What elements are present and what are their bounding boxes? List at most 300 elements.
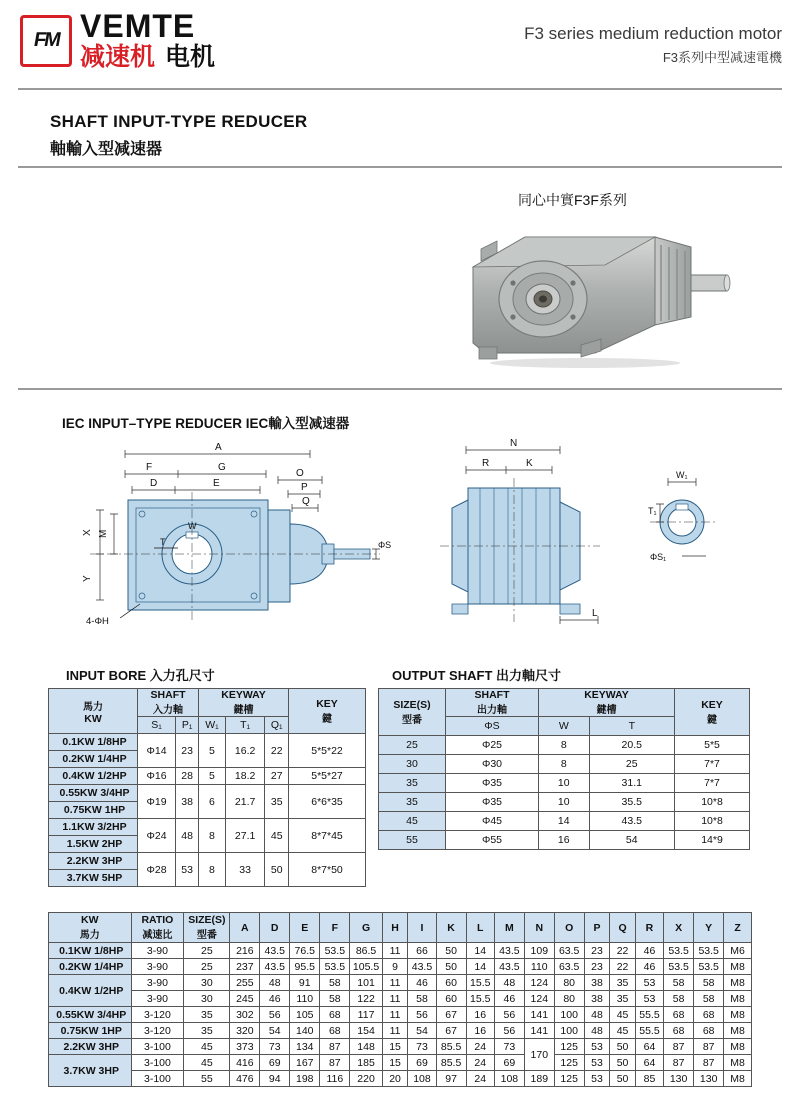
dim-cell-Z: M8 bbox=[724, 1023, 752, 1039]
dim-cell-M: 56 bbox=[494, 1023, 524, 1039]
dim-cell-N: 141 bbox=[524, 1023, 554, 1039]
output-cell-shaft: Φ35 bbox=[446, 774, 539, 793]
dim-cell-N: 170 bbox=[524, 1039, 554, 1071]
dim-cell-size: 35 bbox=[184, 1007, 230, 1023]
dim-cell-X: 68 bbox=[664, 1023, 694, 1039]
input-cell-p: 48 bbox=[176, 819, 199, 853]
input-cell-s: Φ19 bbox=[138, 785, 176, 819]
dim-cell-size: 25 bbox=[184, 959, 230, 975]
dim-cell-K: 60 bbox=[436, 975, 466, 991]
dim-cell-M: 43.5 bbox=[494, 959, 524, 975]
dim-header-I: I bbox=[408, 913, 436, 943]
dim-cell-A: 245 bbox=[230, 991, 260, 1007]
input-kw-label: 0.55KW 3/4HP bbox=[49, 785, 138, 802]
output-cell-spec: 7*7 bbox=[675, 774, 750, 793]
brand-name: VEMTE bbox=[80, 8, 196, 44]
dim-cell-H: 15 bbox=[382, 1039, 408, 1055]
input-header-key-en: KEY bbox=[316, 697, 338, 710]
dim-cell-L: 24 bbox=[466, 1055, 494, 1071]
input-subheader-w1: W₁ bbox=[199, 717, 226, 734]
svg-text:Q: Q bbox=[302, 496, 310, 507]
table-row bbox=[49, 734, 366, 751]
dim-header-P: P bbox=[584, 913, 610, 943]
dim-cell-ratio: 3-120 bbox=[131, 1023, 184, 1039]
dim-cell-M: 73 bbox=[494, 1039, 524, 1055]
input-header-keyway bbox=[199, 689, 289, 717]
dim-cell-P: 38 bbox=[584, 991, 610, 1007]
output-cell-w: 16 bbox=[539, 831, 590, 850]
dim-header-F: F bbox=[320, 913, 350, 943]
dim-cell-L: 15.5 bbox=[466, 975, 494, 991]
dim-cell-Y: 53.5 bbox=[694, 959, 724, 975]
dim-header-K: K bbox=[436, 913, 466, 943]
output-cell-size: 35 bbox=[379, 793, 446, 812]
input-cell-s: Φ28 bbox=[138, 853, 176, 887]
dim-cell-P: 48 bbox=[584, 1007, 610, 1023]
output-header-size-cn: 型番 bbox=[402, 714, 422, 726]
header-series bbox=[524, 24, 782, 66]
output-header-keyway bbox=[539, 689, 675, 717]
input-cell-t: 16.2 bbox=[225, 734, 265, 768]
dim-cell-size: 35 bbox=[184, 1023, 230, 1039]
table-row bbox=[49, 768, 366, 785]
dim-kw-label: 0.2KW 1/4HP bbox=[49, 959, 132, 975]
dim-header-size bbox=[184, 913, 230, 943]
svg-text:X: X bbox=[82, 529, 93, 536]
input-cell-t: 21.7 bbox=[225, 785, 265, 819]
dim-cell-Z: M8 bbox=[724, 991, 752, 1007]
table-row bbox=[49, 819, 366, 836]
dim-cell-F: 116 bbox=[320, 1071, 350, 1087]
input-kw-label: 1.5KW 2HP bbox=[49, 836, 138, 853]
dim-cell-Q: 22 bbox=[610, 943, 636, 959]
dim-cell-M: 108 bbox=[494, 1071, 524, 1087]
output-cell-w: 8 bbox=[539, 755, 590, 774]
dim-cell-Q: 45 bbox=[610, 1023, 636, 1039]
dim-cell-Z: M8 bbox=[724, 1055, 752, 1071]
dim-header-size-cn: 型番 bbox=[196, 930, 217, 941]
dimension-table bbox=[48, 912, 752, 1087]
dim-cell-R: 46 bbox=[635, 959, 663, 975]
input-kw-label: 0.75KW 1HP bbox=[49, 802, 138, 819]
input-header-kw-cn: 馬力 bbox=[83, 701, 103, 713]
dim-cell-I: 46 bbox=[408, 975, 436, 991]
dim-cell-H: 9 bbox=[382, 959, 408, 975]
page-header bbox=[0, 0, 800, 90]
input-cell-q: 22 bbox=[265, 734, 289, 768]
dim-cell-K: 60 bbox=[436, 991, 466, 1007]
output-header-key-en: KEY bbox=[701, 698, 723, 711]
dim-cell-Y: 58 bbox=[694, 991, 724, 1007]
dim-cell-ratio: 3-100 bbox=[131, 1071, 184, 1087]
output-cell-size: 45 bbox=[379, 812, 446, 831]
dim-cell-G: 105.5 bbox=[350, 959, 382, 975]
svg-text:O: O bbox=[296, 468, 304, 479]
table-row bbox=[379, 812, 750, 831]
title-divider bbox=[18, 166, 782, 168]
dim-kw-label: 0.1KW 1/8HP bbox=[49, 943, 132, 959]
output-subheader-t: T bbox=[589, 717, 674, 736]
dim-kw-label: 0.75KW 1HP bbox=[49, 1023, 132, 1039]
page-title-en: SHAFT INPUT-TYPE REDUCER bbox=[50, 112, 308, 131]
output-header-keyway-cn: 鍵槽 bbox=[596, 705, 617, 716]
svg-text:A: A bbox=[215, 442, 222, 453]
output-cell-t: 25 bbox=[589, 755, 674, 774]
input-cell-q: 27 bbox=[265, 768, 289, 785]
input-kw-label: 0.2KW 1/4HP bbox=[49, 751, 138, 768]
table-row bbox=[49, 991, 752, 1007]
brand-cn-red: 减速机 bbox=[80, 43, 156, 71]
input-cell-s: Φ16 bbox=[138, 768, 176, 785]
svg-text:Y: Y bbox=[82, 575, 93, 582]
dim-cell-Y: 87 bbox=[694, 1039, 724, 1055]
dim-cell-Q: 50 bbox=[610, 1071, 636, 1087]
table-row bbox=[379, 755, 750, 774]
dim-cell-K: 67 bbox=[436, 1007, 466, 1023]
input-cell-spec: 8*7*45 bbox=[289, 819, 366, 853]
dim-cell-Z: M8 bbox=[724, 1007, 752, 1023]
input-cell-q: 45 bbox=[265, 819, 289, 853]
dim-header-N: N bbox=[524, 913, 554, 943]
dim-cell-A: 416 bbox=[230, 1055, 260, 1071]
dim-header-kw-cn: 馬力 bbox=[79, 930, 100, 941]
output-cell-t: 31.1 bbox=[589, 774, 674, 793]
drawing-heading: IEC INPUT–TYPE REDUCER IEC輸入型减速器 bbox=[62, 416, 350, 431]
input-bore-table bbox=[48, 688, 366, 887]
dim-header-L: L bbox=[466, 913, 494, 943]
output-shaft-table bbox=[378, 688, 750, 850]
dim-cell-H: 20 bbox=[382, 1071, 408, 1087]
dim-cell-O: 80 bbox=[554, 975, 584, 991]
output-cell-size: 35 bbox=[379, 774, 446, 793]
dim-cell-ratio: 3-90 bbox=[131, 959, 184, 975]
dim-cell-I: 58 bbox=[408, 991, 436, 1007]
output-header-size-en: SIZE(S) bbox=[393, 698, 431, 711]
input-cell-t: 27.1 bbox=[225, 819, 265, 853]
input-header-kw-en: KW bbox=[84, 712, 102, 725]
svg-text:L: L bbox=[592, 608, 598, 619]
svg-text:D: D bbox=[150, 478, 158, 489]
dim-cell-M: 56 bbox=[494, 1007, 524, 1023]
svg-text:4-ΦH: 4-ΦH bbox=[86, 616, 109, 627]
dim-cell-E: 167 bbox=[290, 1055, 320, 1071]
dim-cell-F: 53.5 bbox=[320, 943, 350, 959]
dim-cell-D: 56 bbox=[260, 1007, 290, 1023]
input-subheader-s1: S₁ bbox=[138, 717, 176, 734]
output-header-size bbox=[379, 689, 446, 736]
svg-text:E: E bbox=[213, 478, 220, 489]
dim-cell-I: 69 bbox=[408, 1055, 436, 1071]
dim-cell-X: 58 bbox=[664, 991, 694, 1007]
dim-cell-G: 122 bbox=[350, 991, 382, 1007]
dim-cell-L: 24 bbox=[466, 1071, 494, 1087]
input-subheader-t1: T₁ bbox=[225, 717, 265, 734]
dim-cell-Y: 68 bbox=[694, 1007, 724, 1023]
dim-cell-X: 87 bbox=[664, 1055, 694, 1071]
dim-cell-R: 64 bbox=[635, 1055, 663, 1071]
logo-mark-text: FM bbox=[31, 29, 61, 52]
dim-cell-M: 43.5 bbox=[494, 943, 524, 959]
dim-cell-Z: M6 bbox=[724, 943, 752, 959]
dim-header-size-en: SIZE(S) bbox=[188, 914, 226, 926]
dim-cell-O: 100 bbox=[554, 1023, 584, 1039]
dim-cell-O: 100 bbox=[554, 1007, 584, 1023]
input-cell-w: 5 bbox=[199, 734, 226, 768]
dim-cell-I: 66 bbox=[408, 943, 436, 959]
dim-cell-Q: 35 bbox=[610, 991, 636, 1007]
dim-cell-I: 108 bbox=[408, 1071, 436, 1087]
dim-cell-Z: M8 bbox=[724, 959, 752, 975]
dim-cell-R: 85 bbox=[635, 1071, 663, 1087]
dim-cell-N: 124 bbox=[524, 975, 554, 991]
dim-cell-R: 53 bbox=[635, 975, 663, 991]
dim-header-O: O bbox=[554, 913, 584, 943]
table-row bbox=[379, 689, 750, 717]
dim-header-ratio-cn: 减速比 bbox=[142, 930, 173, 941]
input-header-kw bbox=[49, 689, 138, 734]
dim-cell-F: 53.5 bbox=[320, 959, 350, 975]
input-cell-spec: 6*6*35 bbox=[289, 785, 366, 819]
dim-cell-R: 55.5 bbox=[635, 1023, 663, 1039]
product-photo bbox=[455, 225, 735, 370]
dim-cell-Y: 68 bbox=[694, 1023, 724, 1039]
input-cell-p: 38 bbox=[176, 785, 199, 819]
dim-cell-G: 220 bbox=[350, 1071, 382, 1087]
page-title bbox=[50, 112, 308, 159]
svg-text:W: W bbox=[188, 521, 197, 531]
input-cell-t: 33 bbox=[225, 853, 265, 887]
dim-cell-N: 141 bbox=[524, 1007, 554, 1023]
output-table-caption: OUTPUT SHAFT 出力軸尺寸 bbox=[392, 668, 561, 683]
dim-cell-H: 11 bbox=[382, 1007, 408, 1023]
dim-cell-Y: 87 bbox=[694, 1055, 724, 1071]
dim-cell-A: 476 bbox=[230, 1071, 260, 1087]
dim-kw-label: 0.4KW 1/2HP bbox=[49, 975, 132, 1007]
dim-cell-E: 134 bbox=[290, 1039, 320, 1055]
dim-cell-ratio: 3-100 bbox=[131, 1039, 184, 1055]
dim-cell-H: 11 bbox=[382, 1023, 408, 1039]
dim-cell-A: 237 bbox=[230, 959, 260, 975]
dim-cell-P: 23 bbox=[584, 959, 610, 975]
dim-header-M: M bbox=[494, 913, 524, 943]
output-cell-w: 10 bbox=[539, 793, 590, 812]
dim-header-A: A bbox=[230, 913, 260, 943]
dim-cell-P: 53 bbox=[584, 1071, 610, 1087]
dim-cell-X: 53.5 bbox=[664, 959, 694, 975]
dim-cell-F: 68 bbox=[320, 1007, 350, 1023]
technical-drawing bbox=[60, 432, 760, 632]
output-cell-spec: 7*7 bbox=[675, 755, 750, 774]
dim-cell-H: 11 bbox=[382, 943, 408, 959]
dim-cell-O: 125 bbox=[554, 1055, 584, 1071]
dim-cell-E: 105 bbox=[290, 1007, 320, 1023]
dim-cell-N: 110 bbox=[524, 959, 554, 975]
dim-cell-ratio: 3-90 bbox=[131, 943, 184, 959]
input-subheader-p1: P₁ bbox=[176, 717, 199, 734]
dim-cell-I: 43.5 bbox=[408, 959, 436, 975]
output-cell-shaft: Φ25 bbox=[446, 736, 539, 755]
dim-cell-O: 63.5 bbox=[554, 943, 584, 959]
dim-cell-E: 76.5 bbox=[290, 943, 320, 959]
dim-cell-Z: M8 bbox=[724, 1039, 752, 1055]
dim-cell-K: 67 bbox=[436, 1023, 466, 1039]
dim-cell-H: 11 bbox=[382, 975, 408, 991]
dim-cell-A: 320 bbox=[230, 1023, 260, 1039]
dim-cell-X: 58 bbox=[664, 975, 694, 991]
dim-cell-G: 154 bbox=[350, 1023, 382, 1039]
dim-header-kw-en: KW bbox=[81, 914, 99, 926]
input-cell-s: Φ14 bbox=[138, 734, 176, 768]
dim-cell-R: 55.5 bbox=[635, 1007, 663, 1023]
header-series-cn: F3系列中型减速電機 bbox=[662, 50, 782, 65]
svg-text:N: N bbox=[510, 438, 518, 449]
dim-cell-ratio: 3-90 bbox=[131, 991, 184, 1007]
dim-cell-D: 46 bbox=[260, 991, 290, 1007]
dim-cell-M: 69 bbox=[494, 1055, 524, 1071]
table-row bbox=[49, 1055, 752, 1071]
svg-text:W₁: W₁ bbox=[676, 470, 688, 480]
input-header-shaft bbox=[138, 689, 199, 717]
output-cell-size: 55 bbox=[379, 831, 446, 850]
dim-cell-K: 50 bbox=[436, 943, 466, 959]
dim-cell-D: 43.5 bbox=[260, 943, 290, 959]
input-subheader-q1: Q₁ bbox=[265, 717, 289, 734]
dim-cell-N: 124 bbox=[524, 991, 554, 1007]
dim-header-ratio bbox=[131, 913, 184, 943]
input-cell-w: 6 bbox=[199, 785, 226, 819]
table-row bbox=[49, 853, 366, 870]
dim-cell-E: 198 bbox=[290, 1071, 320, 1087]
dim-cell-Q: 45 bbox=[610, 1007, 636, 1023]
input-cell-s: Φ24 bbox=[138, 819, 176, 853]
output-header-key-cn: 鍵 bbox=[707, 714, 717, 726]
output-cell-spec: 14*9 bbox=[675, 831, 750, 850]
dim-header-R: R bbox=[635, 913, 663, 943]
output-cell-spec: 5*5 bbox=[675, 736, 750, 755]
output-cell-w: 14 bbox=[539, 812, 590, 831]
dim-cell-R: 64 bbox=[635, 1039, 663, 1055]
output-cell-spec: 10*8 bbox=[675, 793, 750, 812]
output-header-keyway-en: KEYWAY bbox=[584, 689, 629, 701]
dim-cell-E: 95.5 bbox=[290, 959, 320, 975]
series-label-cn: 同心中實F3F系列 bbox=[518, 192, 627, 208]
dim-cell-I: 56 bbox=[408, 1007, 436, 1023]
dim-cell-G: 148 bbox=[350, 1039, 382, 1055]
table-row bbox=[49, 959, 752, 975]
dim-cell-L: 16 bbox=[466, 1023, 494, 1039]
dim-cell-L: 24 bbox=[466, 1039, 494, 1055]
dim-header-E: E bbox=[290, 913, 320, 943]
input-header-key bbox=[289, 689, 366, 734]
dim-header-Y: Y bbox=[694, 913, 724, 943]
output-cell-spec: 10*8 bbox=[675, 812, 750, 831]
dim-cell-L: 16 bbox=[466, 1007, 494, 1023]
dim-cell-D: 73 bbox=[260, 1039, 290, 1055]
dim-cell-Z: M8 bbox=[724, 1071, 752, 1087]
svg-text:M: M bbox=[98, 529, 109, 538]
dim-cell-size: 45 bbox=[184, 1039, 230, 1055]
page-title-cn: 軸輸入型减速器 bbox=[50, 141, 163, 158]
table-row bbox=[49, 785, 366, 802]
input-cell-t: 18.2 bbox=[225, 768, 265, 785]
dim-cell-Q: 22 bbox=[610, 959, 636, 975]
dim-cell-N: 109 bbox=[524, 943, 554, 959]
input-cell-w: 8 bbox=[199, 853, 226, 887]
dim-cell-size: 30 bbox=[184, 975, 230, 991]
output-cell-shaft: Φ55 bbox=[446, 831, 539, 850]
output-cell-t: 35.5 bbox=[589, 793, 674, 812]
dim-cell-A: 216 bbox=[230, 943, 260, 959]
input-table-caption: INPUT BORE 入力孔尺寸 bbox=[66, 668, 215, 683]
dim-cell-E: 140 bbox=[290, 1023, 320, 1039]
dim-cell-size: 45 bbox=[184, 1055, 230, 1071]
output-header-shaft bbox=[446, 689, 539, 717]
input-kw-label: 0.1KW 1/8HP bbox=[49, 734, 138, 751]
table-row bbox=[379, 736, 750, 755]
output-cell-t: 54 bbox=[589, 831, 674, 850]
dim-header-Z: Z bbox=[724, 913, 752, 943]
svg-text:K: K bbox=[526, 458, 533, 469]
dim-cell-size: 30 bbox=[184, 991, 230, 1007]
dim-cell-L: 15.5 bbox=[466, 991, 494, 1007]
dim-cell-D: 43.5 bbox=[260, 959, 290, 975]
dim-cell-P: 23 bbox=[584, 943, 610, 959]
table-row bbox=[49, 943, 752, 959]
svg-text:T: T bbox=[160, 537, 166, 547]
output-cell-size: 25 bbox=[379, 736, 446, 755]
output-cell-shaft: Φ35 bbox=[446, 793, 539, 812]
dim-kw-label: 3.7KW 3HP bbox=[49, 1055, 132, 1087]
dim-cell-I: 54 bbox=[408, 1023, 436, 1039]
output-subheader-w: W bbox=[539, 717, 590, 736]
brand-cn-black: 电机 bbox=[165, 43, 216, 71]
svg-text:P: P bbox=[301, 482, 308, 493]
input-header-key-cn: 鍵 bbox=[322, 713, 332, 725]
input-header-keyway-en: KEYWAY bbox=[221, 689, 266, 701]
dim-cell-A: 255 bbox=[230, 975, 260, 991]
dim-cell-P: 53 bbox=[584, 1039, 610, 1055]
dim-cell-size: 25 bbox=[184, 943, 230, 959]
dim-header-D: D bbox=[260, 913, 290, 943]
table-row bbox=[49, 913, 752, 943]
output-cell-shaft: Φ45 bbox=[446, 812, 539, 831]
dim-cell-G: 185 bbox=[350, 1055, 382, 1071]
output-cell-t: 43.5 bbox=[589, 812, 674, 831]
dim-cell-ratio: 3-120 bbox=[131, 1007, 184, 1023]
brand-text bbox=[80, 10, 215, 72]
dim-cell-D: 69 bbox=[260, 1055, 290, 1071]
dim-cell-O: 63.5 bbox=[554, 959, 584, 975]
dim-cell-D: 54 bbox=[260, 1023, 290, 1039]
table-row bbox=[49, 1071, 752, 1087]
dim-cell-K: 97 bbox=[436, 1071, 466, 1087]
dim-cell-I: 73 bbox=[408, 1039, 436, 1055]
input-header-shaft-cn: 入力軸 bbox=[153, 705, 184, 716]
svg-text:ΦS: ΦS bbox=[378, 540, 392, 550]
output-cell-w: 8 bbox=[539, 736, 590, 755]
svg-text:F: F bbox=[146, 462, 153, 473]
dim-cell-D: 94 bbox=[260, 1071, 290, 1087]
dim-cell-M: 48 bbox=[494, 975, 524, 991]
drawing-svg bbox=[60, 432, 760, 632]
input-cell-q: 35 bbox=[265, 785, 289, 819]
photo-divider bbox=[18, 388, 782, 390]
dim-cell-Z: M8 bbox=[724, 975, 752, 991]
dim-cell-X: 53.5 bbox=[664, 943, 694, 959]
input-cell-spec: 5*5*22 bbox=[289, 734, 366, 768]
dim-cell-E: 91 bbox=[290, 975, 320, 991]
output-header-shaft-cn: 出力軸 bbox=[477, 705, 507, 716]
